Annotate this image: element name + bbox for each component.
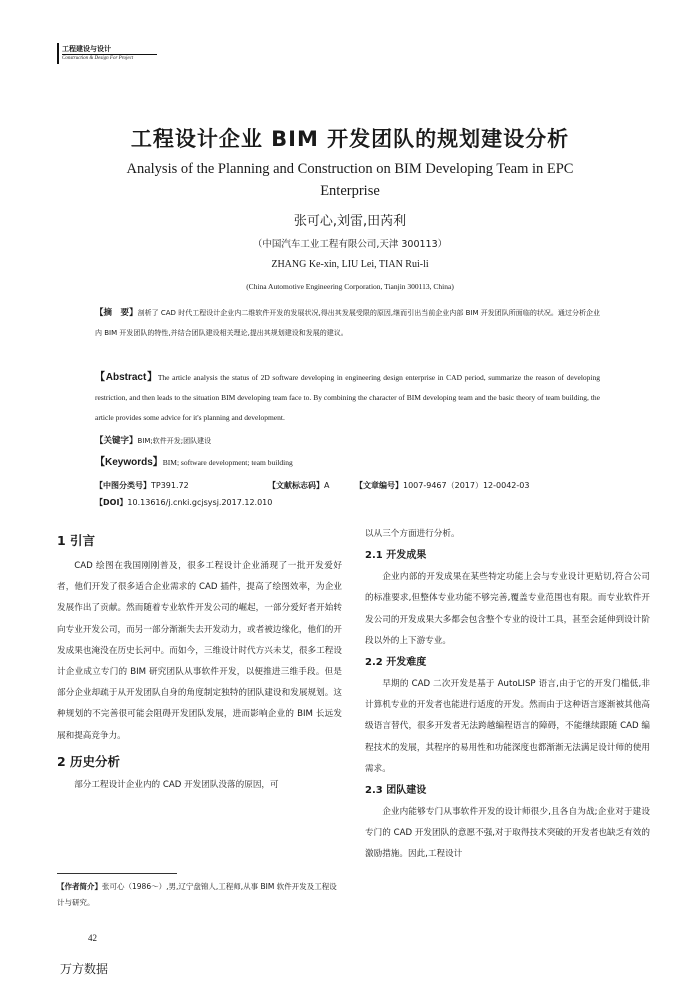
author-footnote — [57, 879, 342, 911]
section-2-1-paragraph: 企业内部的开发成果在某些特定功能上会与专业设计更贴切,符合公司的标准要求,但整体专业功能不够完善,覆盖专业范围也有限。而专业软件开发公司的开发成果大多都会包含整个专业的设计工具，甚至会延伸到设计阶段以外的上下游专业。 — [365, 572, 650, 646]
page-number: 42 — [88, 933, 97, 943]
affiliation-cn: （中国汽车工业工程有限公司,天津 300113） — [252, 239, 448, 250]
document-code — [268, 480, 329, 491]
watermark: 万方数据 — [60, 962, 109, 976]
clc-label: 【中图分类号】 — [95, 481, 151, 490]
keywords-cn-label: 【关键字】 — [95, 436, 138, 446]
section-1-paragraph: CAD 绘图在我国刚刚普及，很多工程设计企业涌现了一批开发爱好者，他们开发了很多适合企业需求的 CAD 插件，提高了绘图效率，为企业发展作出了贡献。然而随着专业软件开发公司的崛起，一部分爱好者开始转向专业开发公司，而另一部分渐渐失去开发动力，或者被边缘化，他们的开发成果也淹没在历史长河中。而如今，三维设计时代方兴未艾，很多工程设计企业成立专门的 BIM 研究团队从事软件开发，以便推进三维手段。但是部分企业却疏于从开发团队自身的角度制定独特的团队建设和发展规划。这种规划的不完善很可能会阻碍开发团队发展，进而影响企业的 BIM 长远发展和提高竞争力。 — [57, 561, 342, 741]
document-code-value: A — [324, 481, 330, 490]
keywords-en — [95, 453, 600, 473]
keywords-cn — [95, 431, 600, 451]
keywords-cn-text: BIM;软件开发;团队建设 — [137, 437, 212, 445]
section-2-1-heading: 2.1 开发成果 — [365, 550, 427, 562]
section-2-2-heading: 2.2 开发难度 — [365, 657, 427, 669]
abstract-en — [95, 368, 600, 428]
section-2-3-heading: 2.3 团队建设 — [365, 785, 427, 797]
affiliation-en: (China Automotive Engineering Corporation, Tianjin 300113, China) — [246, 282, 454, 291]
article-number-value: 1007-9467（2017）12-0042-03 — [403, 481, 530, 490]
abstract-en-label: 【Abstract】 — [95, 372, 158, 383]
abstract-cn — [95, 303, 600, 343]
abstract-en-text: The article analysis the status of 2D software developing in engineering design enterprise in CAD period, summarize the reason of developing restriction, and then leads to the situation BIM developing team face to. By combining the character of BIM developing team and the basic theory of team building, the article provides some advice for it's planning and development. — [95, 373, 600, 422]
journal-name-en: Construction & Design For Project — [62, 54, 157, 61]
document-code-label: 【文献标志码】 — [268, 481, 324, 490]
section-2-paragraph: 部分工程设计企业内的 CAD 开发团队没落的原因，可 — [74, 779, 279, 790]
keywords-en-label: 【Keywords】 — [95, 457, 163, 468]
section-2-paragraph-cont: 以从三个方面进行分析。 — [365, 529, 460, 539]
journal-name-cn: 工程建设与设计 — [62, 45, 111, 53]
article-number — [355, 480, 529, 491]
doi — [95, 497, 272, 508]
keywords-en-text: BIM; software development; team building — [162, 458, 293, 467]
doi-value: 10.13616/j.cnki.gcjsysj.2017.12.010 — [127, 498, 273, 507]
abstract-cn-text: 剖析了 CAD 时代工程设计企业内二维软件开发的发展状况,得出其发展受限的原因,继而引出当前企业内部 BIM 开发团队所面临的状况。通过分析企业内 BIM 开发团队的特性,并结合团队建设相关理论,提出其规划建设和发展的建议。 — [95, 309, 600, 337]
clc-value: TP391.72 — [151, 481, 189, 490]
section-1-heading: 1 引言 — [57, 533, 96, 548]
footnote-label: 【作者简介】 — [57, 882, 102, 891]
clc-number — [95, 480, 189, 491]
section-2-3-paragraph: 企业内能够专门从事软件开发的设计师很少,且各自为战;企业对于建设专门的 CAD 开发团队的意愿不强,对于取得技术突破的开发者也缺乏有效的激励措施。因此,工程设计 — [365, 807, 650, 860]
title-cn: 工程设计企业 BIM 开发团队的规划建设分析 — [130, 127, 570, 151]
authors-en: ZHANG Ke-xin, LIU Lei, TIAN Rui-li — [271, 259, 429, 270]
doi-label: 【DOI】 — [95, 498, 128, 507]
footnote-text: 张可心（1986～）,男,辽宁盘锦人,工程师,从事 BIM 软件开发及工程设计与研究。 — [57, 882, 337, 907]
section-2-heading: 2 历史分析 — [57, 753, 121, 769]
right-column — [365, 524, 650, 866]
authors-cn: 张可心,刘雷,田芮利 — [293, 214, 407, 229]
title-en: Analysis of the Planning and Construction on BIM Developing Team in EPC Enterprise — [126, 161, 574, 199]
section-2-2-paragraph: 早期的 CAD 二次开发是基于 AutoLISP 语言,由于它的开发门槛低,非计算机专业的开发者也能进行适度的开发。然而由于这种语言逐渐被其他高级语言替代，很多开发者无法跨越编程语言的障碍，不能继续跟随 CAD 编程技术的发展，其程序的易用性和功能深度也都渐渐无法满足设计师的使用需求。 — [365, 679, 650, 774]
article-number-label: 【文章编号】 — [355, 481, 403, 490]
journal-header-rule — [57, 43, 59, 64]
left-column — [57, 530, 342, 796]
footnote-rule — [57, 873, 177, 874]
abstract-cn-label: 【摘 要】 — [95, 308, 138, 318]
